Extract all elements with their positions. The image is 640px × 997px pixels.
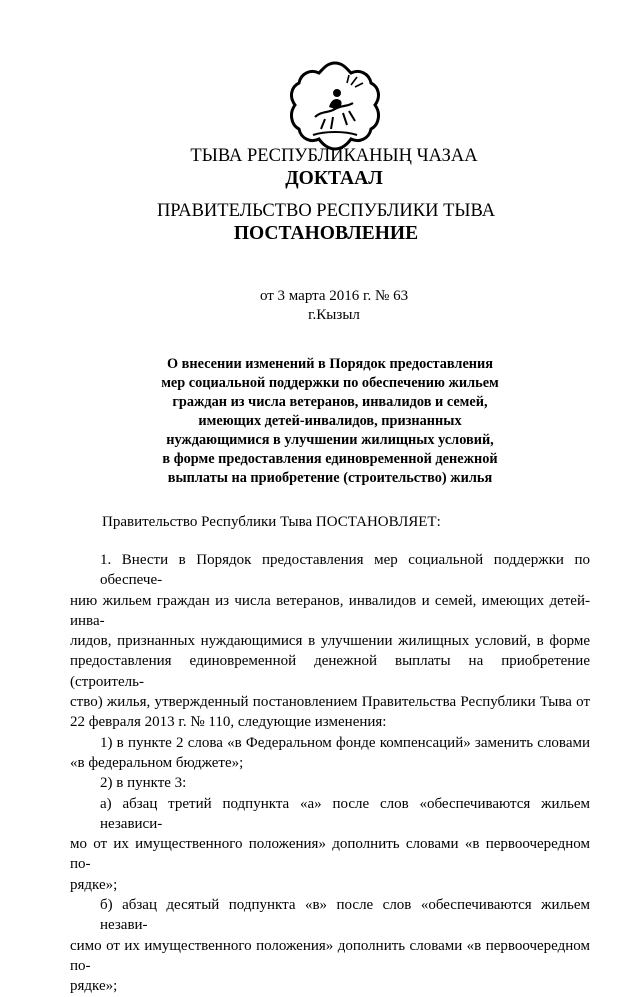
body-line: симо от их имущественного положения» дополнить словами «в первоочередном по-	[70, 937, 590, 974]
body-line: мо от их имущественного положения» дополнить словами «в первоочередном по-	[70, 836, 590, 873]
title-line: имеющих детей-инвалидов, признанных	[198, 413, 462, 429]
body-line: б) абзац десятый подпункта «в» после слов «обеспечиваются жильем незави-	[100, 897, 590, 934]
title-line: граждан из числа ветеранов, инвалидов и семей,	[172, 394, 488, 410]
title-line: мер социальной поддержки по обеспечению жильем	[161, 375, 499, 391]
header-government-name: ПРАВИТЕЛЬСТВО РЕСПУБЛИКИ ТЫВА	[156, 201, 496, 221]
document-title	[90, 355, 570, 488]
body-line: 1. Внести в Порядок предоставления мер социальной поддержки по обеспече-	[100, 552, 590, 589]
title-line: нуждающимися в улучшении жилищных условий,	[166, 432, 494, 448]
title-line: О внесении изменений в Порядок предоставления	[166, 356, 494, 372]
body-line: ство) жилья, утвержденный постановлением Правительства Республики Тыва от	[70, 694, 590, 711]
header-republic-name-tyvan: ТЫВА РЕСПУБЛИКАНЫҢ ЧАЗАА	[190, 146, 478, 166]
decree-date-number: от 3 марта 2016 г. № 63	[259, 288, 409, 304]
body-line: рядке»;	[70, 876, 118, 893]
body-line: 22 февраля 2013 г. № 110, следующие изменения:	[70, 714, 387, 731]
header-decree: ПОСТАНОВЛЕНИЕ	[233, 223, 419, 244]
body-line: 2) в пункте 3:	[100, 775, 187, 792]
body-line: «в федеральном бюджете»;	[70, 754, 244, 771]
body-line: рядке»;	[70, 978, 118, 995]
body-line: предоставления единовременной денежной выплаты на приобретение (строитель-	[70, 653, 590, 690]
body-line: лидов, признанных нуждающимися в улучшении жилищных условий, в форме	[70, 633, 590, 650]
header-decree-tyvan: ДОКТААЛ	[285, 168, 383, 189]
document-body	[70, 550, 590, 997]
title-line: в форме предоставления единовременной денежной	[162, 451, 498, 467]
republic-emblem-icon	[285, 55, 385, 155]
decree-city: г.Кызыл	[308, 307, 360, 323]
title-line: выплаты на приобретение (строительство) жилья	[167, 470, 493, 486]
body-line: 1) в пункте 2 слова «в Федеральном фонде компенсаций» заменить словами	[100, 734, 590, 751]
body-line: нию жильем граждан из числа ветеранов, инвалидов и семей, имеющих детей-инва-	[70, 592, 590, 629]
resolution-intro: Правительство Республики Тыва ПОСТАНОВЛЯЕТ:	[102, 514, 441, 530]
body-line: а) абзац третий подпункта «а» после слов «обеспечиваются жильем независи-	[100, 795, 590, 832]
